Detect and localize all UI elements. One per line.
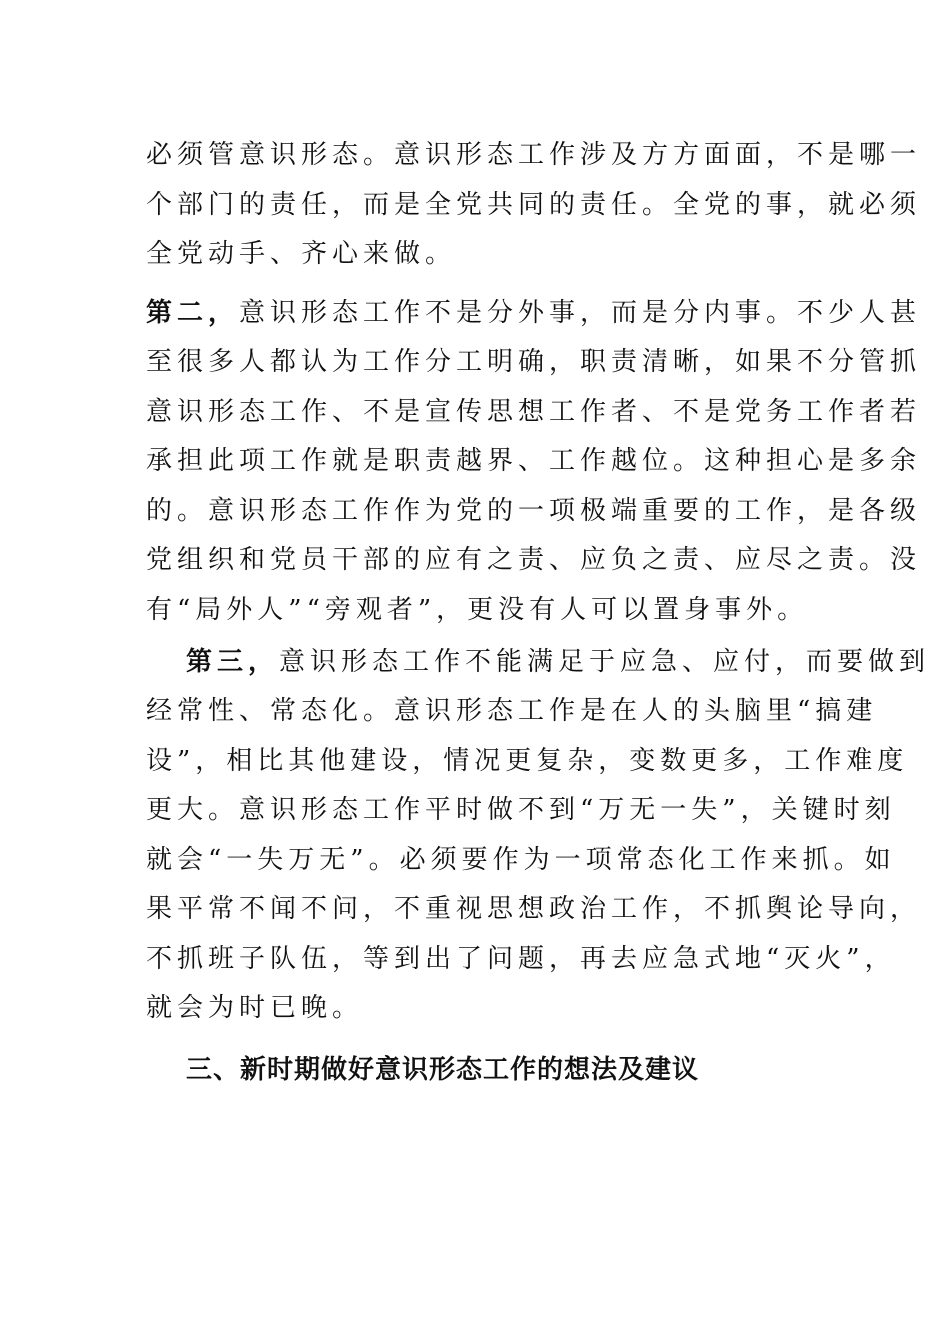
paragraph-line: 不抓班子队伍，等到出了问题，再去应急式地“灭火”， — [146, 944, 896, 974]
paragraph-line: 意识形态工作、不是宣传思想工作者、不是党务工作者若 — [146, 397, 922, 427]
paragraph-line: 经常性、常态化。意识形态工作是在人的头脑里“搞建 — [146, 696, 878, 726]
section-heading: 三、新时期做好意识形态工作的想法及建议 — [186, 1055, 700, 1085]
paragraph-lead: 第三， — [186, 647, 280, 677]
paragraph-text: 意识形态工作不能满足于应急、应付，而要做到 — [279, 647, 931, 677]
paragraph-line: 更大。意识形态工作平时做不到“万无一失”，关键时刻 — [146, 795, 896, 825]
paragraph-line: 承担此项工作就是职责越界、工作越位。这种担心是多余 — [146, 446, 922, 476]
paragraph-line: 至很多人都认为工作分工明确，职责清晰，如果不分管抓 — [146, 347, 922, 377]
paragraph-line: 个部门的责任，而是全党共同的责任。全党的事，就必须 — [146, 190, 922, 220]
paragraph-line: 全党动手、齐心来做。 — [146, 239, 457, 269]
paragraph-line: 有“局外人”“旁观者”，更没有人可以置身事外。 — [146, 595, 809, 625]
paragraph-first-line — [186, 645, 931, 679]
paragraph-first-line — [146, 296, 922, 330]
paragraph-line: 必须管意识形态。意识形态工作涉及方方面面，不是哪一 — [146, 140, 922, 170]
paragraph-line: 设”，相比其他建设，情况更复杂，变数更多，工作难度 — [146, 746, 909, 776]
paragraph-lead: 第二， — [146, 298, 240, 328]
paragraph-line: 党组织和党员干部的应有之责、应负之责、应尽之责。没 — [146, 545, 922, 575]
paragraph-text: 意识形态工作不是分外事，而是分内事。不少人甚 — [239, 298, 922, 328]
paragraph-line: 的。意识形态工作作为党的一项极端重要的工作，是各级 — [146, 496, 922, 526]
paragraph-line: 就会为时已晚。 — [146, 993, 364, 1023]
paragraph-line: 就会“一失万无”。必须要作为一项常态化工作来抓。如 — [146, 845, 896, 875]
paragraph-line: 果平常不闻不问，不重视思想政治工作，不抓舆论导向， — [146, 894, 922, 924]
